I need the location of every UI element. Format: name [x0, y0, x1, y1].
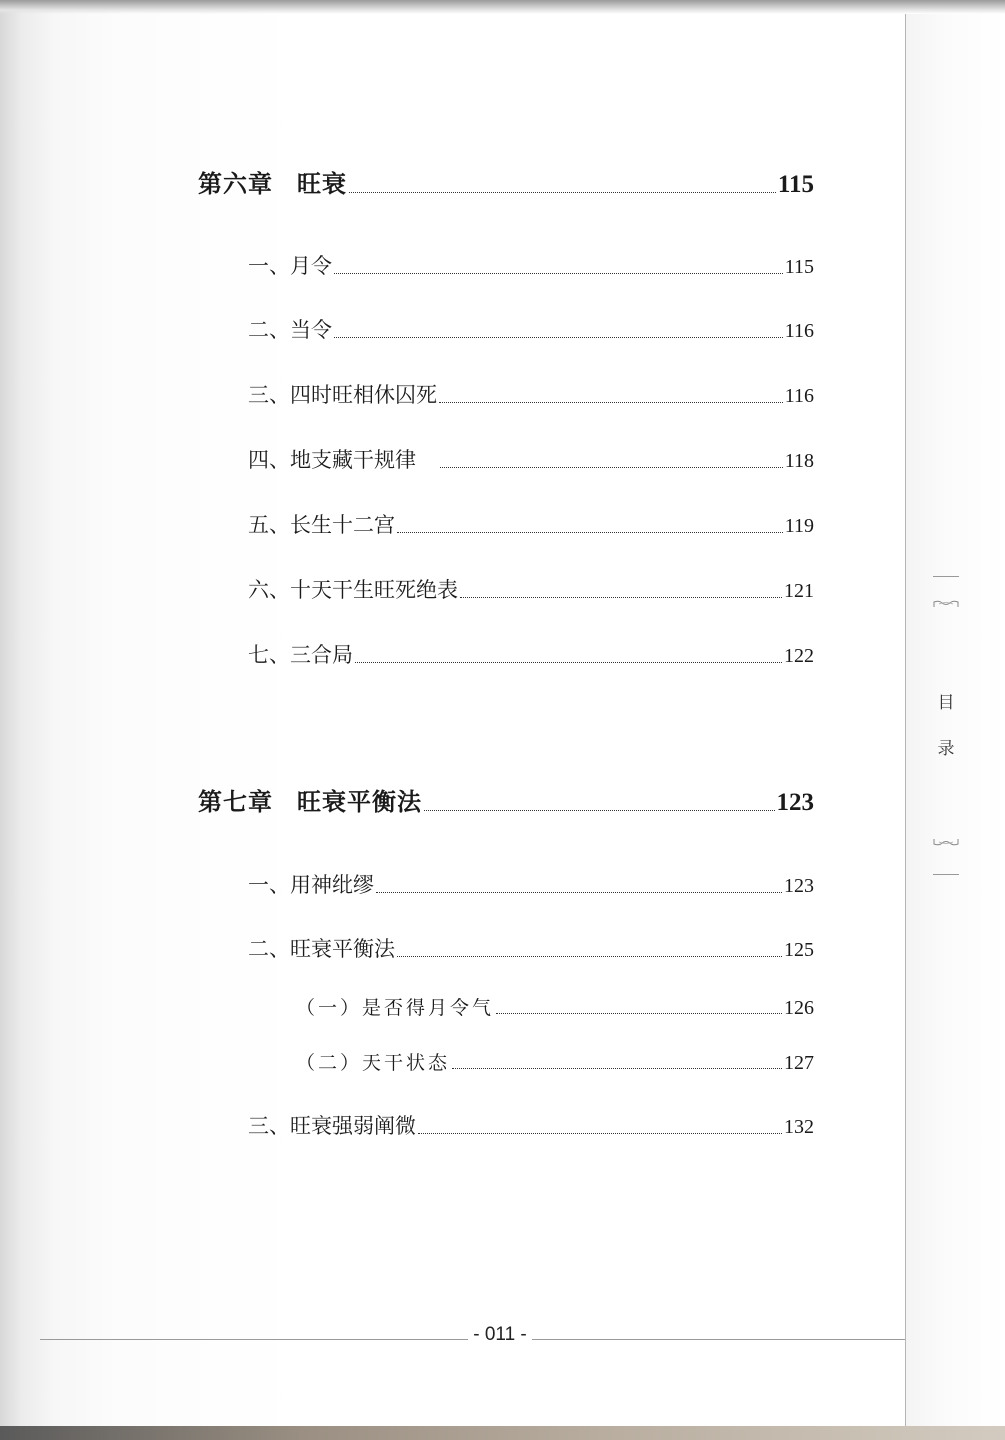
entry-page-number: 132: [784, 1116, 814, 1138]
entry-label: 三、旺衰强弱阐微: [248, 1114, 416, 1138]
footer-rule-right: [532, 1339, 905, 1340]
toc-entry[interactable]: [248, 574, 814, 604]
dot-leader: [376, 892, 782, 893]
toc-chapter-6[interactable]: [198, 164, 814, 199]
chapter-number: 第七章: [198, 787, 273, 816]
toc-entry[interactable]: [248, 933, 814, 963]
right-margin-rule: [905, 14, 906, 1426]
entry-label: 二、当令: [248, 318, 332, 342]
entry-page-number: 125: [784, 939, 814, 961]
entry-label: 二、旺衰平衡法: [248, 937, 395, 961]
entry-label: 四、地支藏干规律: [248, 448, 416, 472]
dot-leader: [439, 402, 783, 403]
dot-leader: [418, 1133, 782, 1134]
entry-page-number: 119: [784, 515, 814, 537]
chapter-title: 旺衰: [297, 169, 347, 198]
dot-leader: [424, 810, 775, 811]
entry-page-number: 118: [784, 450, 814, 472]
margin-ornament-bottom: [933, 838, 959, 846]
entry-page-number: 116: [784, 320, 814, 342]
toc-entry[interactable]: [248, 639, 814, 669]
dot-leader: [334, 273, 783, 274]
page-number: - 011 -: [473, 1324, 527, 1345]
chapter-title: 旺衰平衡法: [297, 787, 422, 816]
entry-page-number: 115: [784, 256, 814, 278]
chapter-number: 第六章: [198, 169, 273, 198]
toc-chapter-7[interactable]: [198, 782, 814, 817]
toc-entry[interactable]: [248, 509, 814, 539]
entry-label: 五、长生十二宫: [248, 513, 395, 537]
toc-subentry[interactable]: [296, 993, 814, 1020]
toc-entry[interactable]: [248, 314, 814, 344]
subentry-label: （一）是否得月令气: [296, 997, 495, 1019]
dot-leader: [397, 956, 782, 957]
desk-surface-edge: [0, 1426, 1005, 1440]
chapter-page-number: 123: [776, 789, 814, 816]
subentry-label: （二）天干状态: [296, 1052, 451, 1074]
dot-leader: [397, 532, 783, 533]
entry-label: 一、用神纰缪: [248, 873, 374, 897]
page-top-shadow: [0, 0, 1005, 14]
toc-entry[interactable]: [248, 379, 814, 409]
margin-label-top: 目: [937, 693, 955, 713]
dot-leader: [349, 192, 776, 193]
dot-leader: [355, 662, 782, 663]
margin-label-bottom: 录: [937, 739, 955, 759]
margin-rule-bottom: [933, 874, 959, 875]
entry-page-number: 116: [784, 385, 814, 407]
entry-label: 三、四时旺相休囚死: [248, 383, 437, 407]
dot-leader: [460, 597, 782, 598]
footer-rule-left: [40, 1339, 468, 1340]
toc-subentry[interactable]: [296, 1048, 814, 1075]
margin-ornament-top: [933, 600, 959, 608]
toc-entry[interactable]: [248, 1110, 814, 1140]
entry-label: 七、三合局: [248, 643, 353, 667]
dot-leader: [496, 1013, 782, 1014]
toc-entry[interactable]: [248, 444, 814, 474]
subentry-page-number: 126: [784, 997, 814, 1019]
entry-page-number: 122: [784, 645, 814, 667]
dot-leader: [334, 337, 783, 338]
entry-page-number: 123: [784, 875, 814, 897]
dot-leader: [440, 467, 783, 468]
dot-leader: [452, 1068, 782, 1069]
entry-label: 一、月令: [248, 254, 332, 278]
toc-entry[interactable]: [248, 869, 814, 899]
entry-page-number: 121: [784, 580, 814, 602]
margin-rule-top: [933, 576, 959, 577]
subentry-page-number: 127: [784, 1052, 814, 1074]
entry-label: 六、十天干生旺死绝表: [248, 578, 458, 602]
chapter-heading: [198, 164, 347, 199]
toc-entry[interactable]: [248, 250, 814, 280]
chapter-page-number: 115: [777, 171, 814, 198]
chapter-heading: [198, 782, 422, 817]
